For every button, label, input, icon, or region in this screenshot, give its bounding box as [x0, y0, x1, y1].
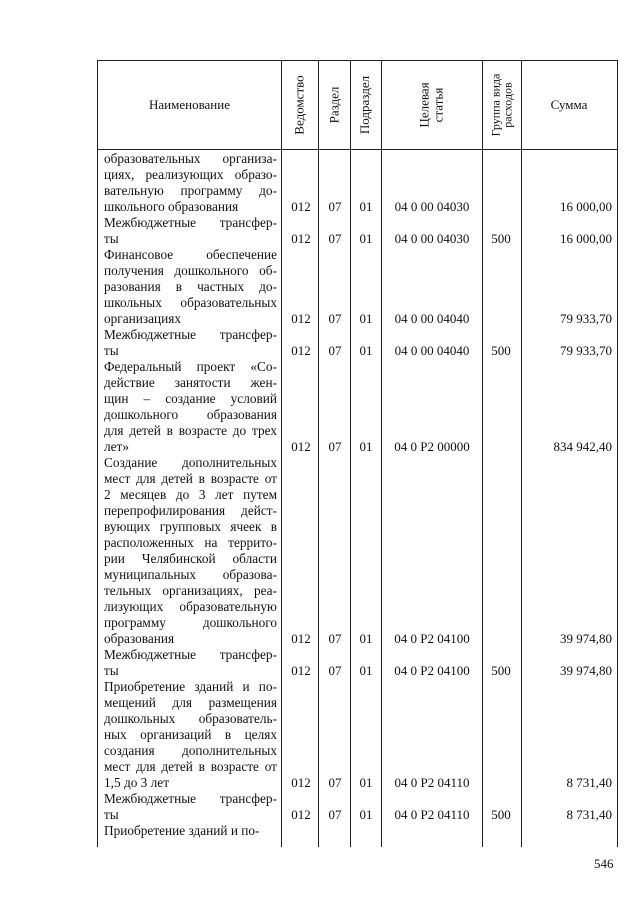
- row-razdel: 07: [328, 631, 342, 646]
- table-row-name: [104, 247, 277, 327]
- row-vedomstvo: 012: [291, 439, 311, 454]
- row-podrazdel: 01: [359, 663, 373, 678]
- row-celevaya: 04 0 P2 04100: [394, 663, 470, 678]
- row-name-line: щин – создание условий: [104, 391, 277, 406]
- header-gruppa: [482, 61, 521, 149]
- row-celevaya: 04 0 P2 04110: [394, 775, 470, 790]
- row-vedomstvo: 012: [291, 311, 311, 326]
- row-name-line: ты: [104, 663, 119, 678]
- table-row-name: [104, 151, 277, 215]
- row-name-line: Финансовое обеспечение: [104, 247, 277, 262]
- row-name-line: действие занятости жен-: [104, 375, 277, 390]
- row-name-line: Межбюджетные трансфер-: [104, 327, 277, 342]
- row-razdel: 07: [328, 439, 342, 454]
- row-name-line: школьных образовательных: [104, 295, 277, 310]
- row-name-line: дошкольного образования: [104, 407, 277, 422]
- row-vedomstvo: 012: [291, 775, 311, 790]
- table-row-name: [104, 215, 277, 247]
- row-summa: 8 731,40: [566, 775, 612, 790]
- row-name-line: Федеральный проект «Со-: [104, 359, 277, 374]
- row-podrazdel: 01: [359, 199, 373, 214]
- row-name-line: образования: [104, 631, 175, 646]
- row-name-line: школьного образования: [104, 199, 239, 214]
- row-razdel: 07: [328, 807, 342, 822]
- row-name-line: ных организаций в целях: [104, 727, 277, 742]
- page-number: 546: [594, 856, 614, 871]
- header-vedomstvo: [281, 61, 318, 149]
- table-row-name: [104, 455, 277, 647]
- row-name-line: мест для детей в возрасте от: [104, 471, 277, 486]
- row-podrazdel: 01: [359, 343, 373, 358]
- row-name-line: Межбюджетные трансфер-: [104, 791, 277, 806]
- row-razdel: 07: [328, 199, 342, 214]
- row-celevaya: 04 0 P2 00000: [394, 439, 470, 454]
- row-gruppa: 500: [491, 231, 511, 246]
- row-podrazdel: 01: [359, 439, 373, 454]
- row-gruppa: 500: [491, 807, 511, 822]
- row-summa: 79 933,70: [560, 311, 612, 326]
- row-name-line: вательную программу до-: [104, 183, 277, 198]
- column-divider: [318, 61, 319, 847]
- header-gruppa-line2: расходов: [500, 82, 515, 128]
- column-divider: [381, 61, 382, 847]
- row-name-line: для детей в возрасте до трех: [104, 423, 277, 438]
- row-name-line: лизующих образовательную: [104, 599, 277, 614]
- header-celevaya-label: [417, 82, 445, 127]
- row-summa: 834 942,40: [553, 439, 612, 454]
- row-name-line: тельных организациях, реа-: [104, 583, 277, 598]
- row-summa: 16 000,00: [560, 231, 612, 246]
- row-gruppa: 500: [491, 663, 511, 678]
- row-podrazdel: 01: [359, 311, 373, 326]
- row-name-line: разования в частных до-: [104, 279, 277, 294]
- header-gruppa-label: [490, 74, 514, 137]
- table-row-name: [104, 791, 277, 823]
- row-vedomstvo: 012: [291, 663, 311, 678]
- header-celevaya-line1: Целевая: [416, 82, 432, 128]
- row-summa: 16 000,00: [560, 199, 612, 214]
- header-celevaya-line2: статья: [430, 87, 446, 123]
- column-divider: [281, 61, 282, 847]
- header-vedomstvo-label: Ведомство: [291, 75, 307, 135]
- row-name-line: 2 месяцев до 3 лет путем: [104, 487, 277, 502]
- row-vedomstvo: 012: [291, 631, 311, 646]
- row-name-line: муниципальных образова-: [104, 567, 277, 582]
- row-name-line: лет»: [104, 439, 129, 454]
- row-name-line: расположенных на террито-: [104, 535, 277, 550]
- row-vedomstvo: 012: [291, 199, 311, 214]
- row-name-line: Межбюджетные трансфер-: [104, 647, 277, 662]
- row-name-line: рии Челябинской области: [104, 551, 277, 566]
- row-name-line: мест для детей в возрасте от: [104, 759, 277, 774]
- row-celevaya: 04 0 00 04030: [394, 231, 470, 246]
- row-name-line: образовательных организа-: [104, 151, 277, 166]
- row-razdel: 07: [328, 663, 342, 678]
- row-podrazdel: 01: [359, 807, 373, 822]
- column-divider: [482, 61, 483, 847]
- row-name-line: Создание дополнительных: [104, 455, 277, 470]
- row-name-line: перепрофилирования дейст-: [104, 503, 277, 518]
- row-name-line: организациях: [104, 311, 182, 326]
- row-vedomstvo: 012: [291, 807, 311, 822]
- row-name-line: ты: [104, 343, 119, 358]
- header-gruppa-line1: Группа вида: [488, 73, 503, 137]
- row-name-line: Приобретение зданий и по-: [104, 823, 260, 838]
- table-row-name: [104, 327, 277, 359]
- row-name-line: вующих групповых ячеек в: [104, 519, 277, 534]
- row-razdel: 07: [328, 311, 342, 326]
- row-name-line: ты: [104, 231, 119, 246]
- column-divider: [350, 61, 351, 847]
- row-name-line: создания дополнительных: [104, 743, 277, 758]
- row-podrazdel: 01: [359, 631, 373, 646]
- header-razdel: [318, 61, 350, 149]
- header-summa-label: Сумма: [550, 97, 588, 112]
- row-name-line: программу дошкольного: [104, 615, 277, 630]
- row-razdel: 07: [328, 343, 342, 358]
- header-celevaya: [381, 61, 482, 149]
- row-name-line: циях, реализующих образо-: [104, 167, 277, 182]
- row-summa: 8 731,40: [566, 807, 612, 822]
- table-row-name: [104, 647, 277, 679]
- row-podrazdel: 01: [359, 775, 373, 790]
- row-name-line: получения дошкольного об-: [104, 263, 277, 278]
- row-summa: 39 974,80: [560, 631, 612, 646]
- row-name-line: 1,5 до 3 лет: [104, 775, 170, 790]
- header-name: [98, 61, 281, 149]
- row-name-line: ты: [104, 807, 119, 822]
- row-name-line: Межбюджетные трансфер-: [104, 215, 277, 230]
- table-row-name: [104, 679, 277, 791]
- row-name-line: Приобретение зданий и по-: [104, 679, 277, 694]
- row-celevaya: 04 0 00 04040: [394, 343, 470, 358]
- row-gruppa: 500: [491, 343, 511, 358]
- row-name-line: дошкольных образователь-: [104, 711, 277, 726]
- row-razdel: 07: [328, 775, 342, 790]
- header-divider: [98, 149, 617, 150]
- table-row-name: [104, 359, 277, 455]
- header-summa: [521, 61, 617, 149]
- row-name-line: мещений для размещения: [104, 695, 277, 710]
- row-celevaya: 04 0 00 04040: [394, 311, 470, 326]
- row-celevaya: 04 0 P2 04110: [394, 807, 470, 822]
- row-vedomstvo: 012: [291, 343, 311, 358]
- header-name-label: Наименование: [149, 97, 230, 112]
- header-podrazdel-label: Подраздел: [357, 75, 373, 135]
- row-summa: 79 933,70: [560, 343, 612, 358]
- row-summa: 39 974,80: [560, 663, 612, 678]
- row-razdel: 07: [328, 231, 342, 246]
- row-celevaya: 04 0 00 04030: [394, 199, 470, 214]
- table-row-name: [104, 823, 277, 839]
- row-podrazdel: 01: [359, 231, 373, 246]
- row-vedomstvo: 012: [291, 231, 311, 246]
- header-podrazdel: [350, 61, 381, 149]
- header-razdel-label: Раздел: [326, 86, 341, 124]
- row-celevaya: 04 0 P2 04100: [394, 631, 470, 646]
